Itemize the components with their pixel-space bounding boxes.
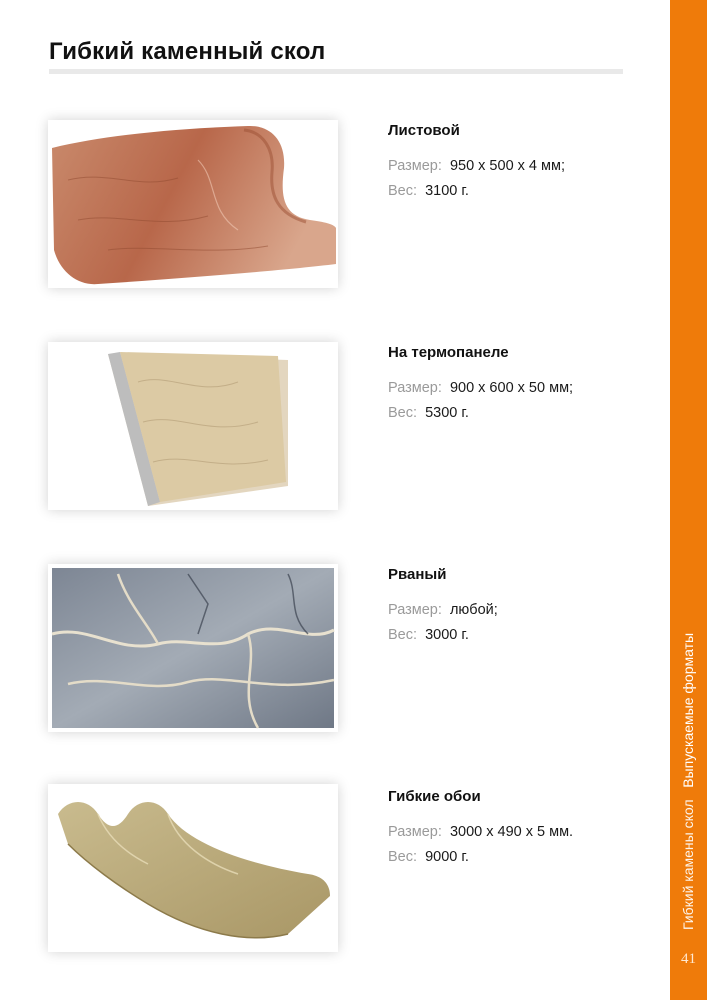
size-value: 900 х 600 х 50 мм; [449, 380, 574, 396]
weight-label: Вес: [388, 627, 418, 643]
product-image-thermopanel [48, 342, 338, 510]
product-info-thermopanel [388, 344, 573, 426]
sidebar-text-primary: Гибкий камены скол [680, 799, 696, 930]
weight-label: Вес: [388, 405, 418, 421]
product-name: Гибкие обои [388, 788, 481, 805]
product-image-torn [48, 564, 338, 732]
product-info-wallpaper [388, 788, 573, 870]
product-item-sheet [0, 118, 670, 318]
product-item-torn [0, 562, 670, 762]
product-weight [388, 845, 573, 870]
size-label: Размер: [388, 380, 442, 396]
product-weight [388, 401, 573, 426]
product-name: На термопанеле [388, 344, 509, 361]
weight-value: 3000 г. [425, 627, 469, 643]
title-underline [49, 69, 623, 74]
page-title: Гибкий каменный скол [49, 38, 326, 65]
product-size [388, 376, 573, 401]
size-value: 950 х 500 х 4 мм; [449, 158, 565, 174]
page-number: 41 [681, 951, 696, 967]
weight-value: 3100 г. [425, 183, 469, 199]
product-info-torn [388, 566, 498, 648]
weight-label: Вес: [388, 849, 418, 865]
product-weight [388, 623, 498, 648]
size-label: Размер: [388, 158, 442, 174]
product-info-sheet [388, 122, 565, 204]
product-image-sheet [48, 120, 338, 288]
product-size [388, 598, 498, 623]
size-value: любой; [449, 602, 498, 618]
product-item-wallpaper [0, 784, 670, 984]
orange-sidebar [670, 0, 707, 1000]
weight-label: Вес: [388, 183, 418, 199]
size-value: 3000 х 490 х 5 мм. [449, 824, 574, 840]
product-size [388, 154, 565, 179]
product-weight [388, 179, 565, 204]
product-item-thermopanel [0, 340, 670, 540]
product-name: Листовой [388, 122, 460, 139]
product-name: Рваный [388, 566, 447, 583]
weight-value: 9000 г. [425, 849, 469, 865]
size-label: Размер: [388, 824, 442, 840]
sidebar-caption [679, 633, 697, 930]
size-label: Размер: [388, 602, 442, 618]
product-image-wallpaper [48, 784, 338, 952]
product-size [388, 820, 573, 845]
sidebar-text-secondary: Выпускаемые форматы [680, 632, 696, 788]
weight-value: 5300 г. [425, 405, 469, 421]
